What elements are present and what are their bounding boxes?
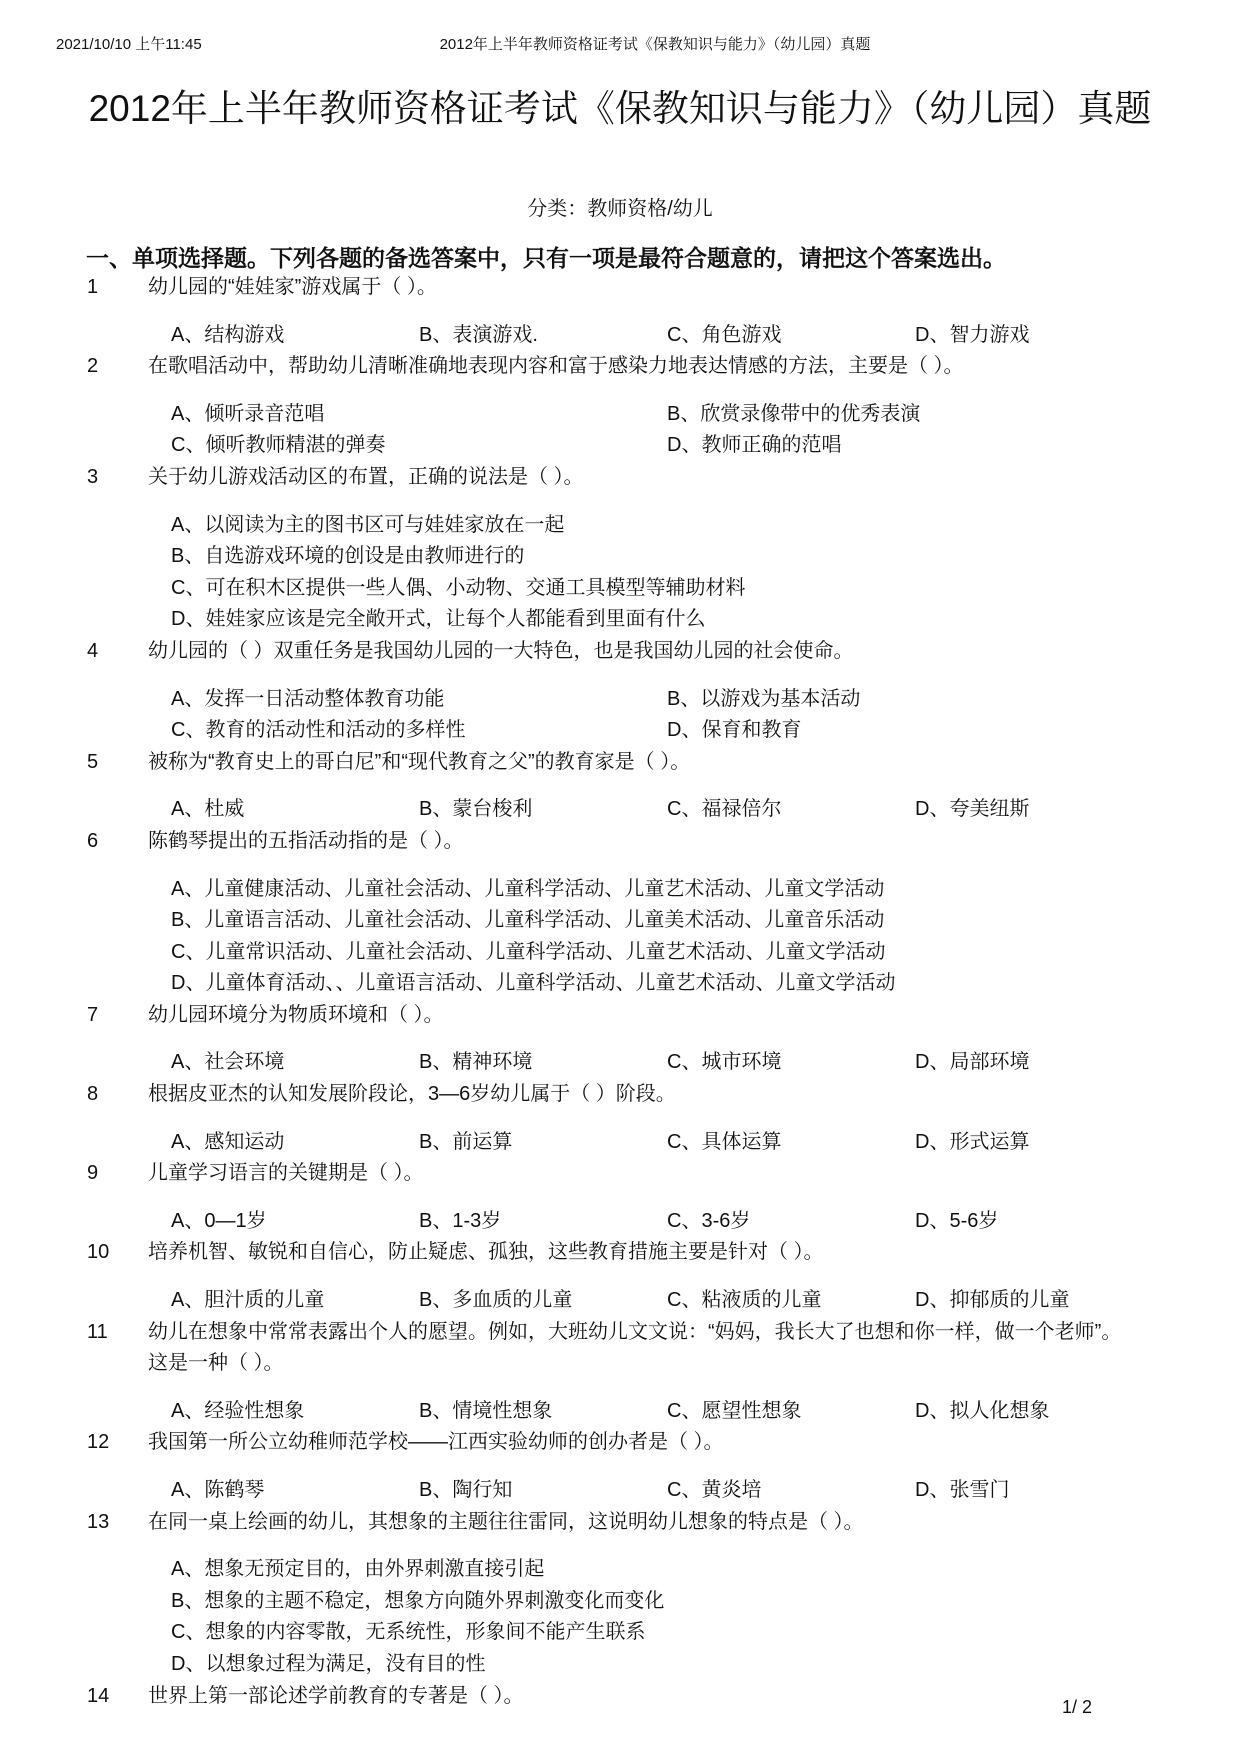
option-row: [171, 1206, 1240, 1238]
question-text: 被称为“教育史上的哥白尼”和“现代教育之父”的教育家是（ ）。: [148, 750, 691, 773]
question-item: [0, 1237, 1240, 1316]
answer-option: B、陶行知: [419, 1479, 513, 1501]
option-row: [171, 1285, 1240, 1317]
page-number: 1/ 2: [1062, 1697, 1093, 1717]
answer-option: C、粘液质的儿童: [667, 1289, 822, 1312]
question-line: [0, 1681, 1240, 1713]
question-text: 幼儿园的（ ）双重任务是我国幼儿园的一大特色，也是我国幼儿园的社会使命。: [148, 639, 854, 662]
answer-option: A、倾听录音范唱: [171, 402, 325, 425]
answer-option: A、结构游戏: [171, 323, 285, 346]
option-list: [0, 684, 1240, 747]
question-number: 11: [87, 1320, 108, 1343]
question-number: 5: [87, 750, 99, 773]
question-text: 我国第一所公立幼稚师范学校——江西实验幼师的创办者是（ ）。: [148, 1431, 724, 1454]
option-row: [171, 1396, 1240, 1428]
question-item: [0, 1158, 1240, 1237]
answer-option: D、5-6岁: [915, 1209, 999, 1232]
answer-option: C、儿童常识活动、儿童社会活动、儿童科学活动、儿童艺术活动、儿童文学活动: [171, 940, 886, 963]
question-text: 关于幼儿游戏活动区的布置，正确的说法是（ ）。: [148, 465, 584, 488]
option-row: [171, 715, 1240, 747]
answer-option: B、自选游戏环境的创设是由教师进行的: [171, 545, 525, 568]
option-row: [171, 794, 1240, 826]
answer-option: D、儿童体育活动、、儿童语言活动、儿童科学活动、儿童艺术活动、儿童文学活动: [171, 972, 896, 995]
answer-option: A、发挥一日活动整体教育功能: [171, 687, 445, 710]
question-line: [0, 747, 1240, 779]
question-line: [0, 826, 1240, 858]
option-list: [0, 399, 1240, 462]
answer-option: C、福禄倍尔: [667, 798, 782, 821]
question-item: [0, 272, 1240, 351]
answer-option: C、愿望性想象: [667, 1399, 802, 1422]
question-number: 8: [87, 1083, 99, 1106]
question-line: [0, 1317, 1240, 1380]
option-row: [171, 1649, 1240, 1681]
option-row: [171, 430, 1240, 462]
answer-option: B、精神环境: [419, 1051, 533, 1074]
question-text: 根据皮亚杰的认知发展阶段论，3—6岁幼儿属于（ ）阶段。: [148, 1083, 676, 1106]
question-item: [0, 1000, 1240, 1079]
question-item: [0, 747, 1240, 826]
question-number: 3: [87, 465, 99, 488]
answer-option: B、欣赏录像带中的优秀表演: [667, 402, 921, 425]
question-text: 幼儿园的“娃娃家”游戏属于（ ）。: [148, 276, 437, 298]
question-text: 在歌唱活动中，帮助幼儿清晰准确地表现内容和富于感染力地表达情感的方法，主要是（ ）。: [148, 355, 964, 378]
option-row: [171, 905, 1240, 937]
option-list: [0, 320, 1240, 352]
answer-option: B、表演游戏.: [419, 323, 538, 346]
question-text: 陈鹤琴提出的五指活动指的是（ ）。: [148, 829, 464, 852]
option-row: [171, 937, 1240, 969]
answer-option: C、可在积木区提供一些人偶、小动物、交通工具模型等辅助材料: [171, 576, 746, 599]
question-item: [0, 1079, 1240, 1158]
question-text: 儿童学习语言的关键期是（ ）。: [148, 1162, 424, 1185]
answer-option: C、角色游戏: [667, 323, 782, 346]
question-number: 1: [87, 276, 99, 298]
option-row: [171, 604, 1240, 636]
answer-option: A、胆汁质的儿童: [171, 1289, 325, 1312]
question-number: 9: [87, 1162, 99, 1185]
option-row: [171, 573, 1240, 605]
option-list: [0, 1047, 1240, 1079]
option-row: [171, 1475, 1240, 1507]
answer-option: A、陈鹤琴: [171, 1479, 265, 1501]
option-list: [0, 1127, 1240, 1159]
question-item: [0, 1681, 1240, 1713]
answer-option: D、张雪门: [915, 1479, 1010, 1501]
question-line: [0, 272, 1240, 304]
option-row: [171, 541, 1240, 573]
answer-option: A、以阅读为主的图书区可与娃娃家放在一起: [171, 513, 565, 536]
answer-option: D、教师正确的范唱: [667, 434, 842, 457]
category-label: 分类：教师资格/幼儿: [527, 198, 713, 220]
running-header-title: 2012年上半年教师资格证考试《保教知识与能力》（幼儿园）真题: [439, 36, 871, 53]
section-heading: 一、单项选择题。下列各题的备选答案中，只有一项是最符合题意的，请把这个答案选出。: [86, 245, 1006, 271]
question-item: [0, 462, 1240, 636]
answer-option: C、黄炎培: [667, 1479, 762, 1501]
question-text: 培养机智、敏锐和自信心，防止疑虑、孤独，这些教育措施主要是针对（ ）。: [148, 1241, 824, 1264]
question-number: 14: [87, 1684, 110, 1707]
question-text: 在同一桌上绘画的幼儿，其想象的主题往往雷同，这说明幼儿想象的特点是（ ）。: [148, 1510, 864, 1533]
question-text: 幼儿园环境分为物质环境和（ ）。: [148, 1003, 444, 1026]
option-list: [0, 1206, 1240, 1238]
question-item: [0, 1507, 1240, 1681]
answer-option: A、经验性想象: [171, 1399, 305, 1422]
answer-option: B、儿童语言活动、儿童社会活动、儿童科学活动、儿童美术活动、儿童音乐活动: [171, 909, 885, 932]
question-line: [0, 1507, 1240, 1539]
answer-option: D、娃娃家应该是完全敞开式，让每个人都能看到里面有什么: [171, 608, 706, 631]
question-number: 2: [87, 355, 99, 378]
question-number: 12: [87, 1431, 110, 1454]
question-line: [0, 1079, 1240, 1111]
question-text: 幼儿在想象中常常表露出个人的愿望。例如，大班幼儿文文说：“妈妈，我长大了也想和你一样，做一个老师”。这是一种（ ）。: [148, 1320, 1122, 1375]
answer-option: D、智力游戏: [915, 323, 1030, 346]
option-row: [171, 399, 1240, 431]
answer-option: A、感知运动: [171, 1130, 285, 1153]
option-list: [0, 1396, 1240, 1428]
print-timestamp: 2021/10/10 上午11:45: [56, 36, 202, 53]
answer-option: D、形式运算: [915, 1130, 1030, 1153]
question-line: [0, 1158, 1240, 1190]
question-line: [0, 636, 1240, 668]
answer-option: D、夸美纽斯: [915, 798, 1030, 821]
answer-option: B、蒙台梭利: [419, 798, 533, 821]
option-list: [0, 874, 1240, 1000]
answer-option: D、局部环境: [915, 1051, 1030, 1074]
answer-option: A、杜威: [171, 798, 245, 821]
question-line: [0, 1000, 1240, 1032]
question-line: [0, 1237, 1240, 1269]
question-number: 13: [87, 1510, 110, 1533]
answer-option: B、情境性想象: [419, 1399, 553, 1422]
answer-option: C、城市环境: [667, 1051, 782, 1074]
option-list: [0, 510, 1240, 636]
answer-option: B、想象的主题不稳定，想象方向随外界刺激变化而变化: [171, 1589, 665, 1612]
question-number: 4: [87, 639, 99, 662]
option-list: [0, 1475, 1240, 1507]
option-list: [0, 1285, 1240, 1317]
answer-option: D、抑郁质的儿童: [915, 1289, 1070, 1312]
question-number: 7: [87, 1003, 99, 1026]
answer-option: A、儿童健康活动、儿童社会活动、儿童科学活动、儿童艺术活动、儿童文学活动: [171, 877, 885, 900]
option-row: [171, 510, 1240, 542]
answer-option: B、多血质的儿童: [419, 1289, 573, 1312]
answer-option: B、以游戏为基本活动: [667, 687, 861, 710]
option-list: [0, 1554, 1240, 1680]
answer-option: B、前运算: [419, 1130, 513, 1153]
option-row: [171, 874, 1240, 906]
question-item: [0, 826, 1240, 1000]
answer-option: D、拟人化想象: [915, 1399, 1050, 1422]
answer-option: A、0—1岁: [171, 1209, 267, 1232]
option-row: [171, 684, 1240, 716]
option-row: [171, 320, 1240, 352]
question-item: [0, 636, 1240, 747]
answer-option: C、想象的内容零散，无系统性，形象间不能产生联系: [171, 1621, 646, 1644]
question-number: 6: [87, 829, 99, 852]
question-item: [0, 1317, 1240, 1428]
question-item: [0, 351, 1240, 462]
answer-option: B、1-3岁: [419, 1209, 502, 1232]
question-line: [0, 1427, 1240, 1459]
option-row: [171, 1586, 1240, 1618]
question-item: [0, 1427, 1240, 1506]
option-list: [0, 794, 1240, 826]
answer-option: D、保育和教育: [667, 719, 802, 742]
answer-option: C、具体运算: [667, 1130, 782, 1153]
answer-option: D、以想象过程为满足，没有目的性: [171, 1652, 486, 1675]
question-list: [0, 272, 1240, 1712]
answer-option: C、教育的活动性和活动的多样性: [171, 719, 466, 742]
question-text: 世界上第一部论述学前教育的专著是（ ）。: [148, 1684, 524, 1707]
answer-option: C、3-6岁: [667, 1209, 751, 1232]
answer-option: C、倾听教师精湛的弹奏: [171, 434, 386, 457]
answer-option: A、社会环境: [171, 1051, 285, 1074]
option-row: [171, 1127, 1240, 1159]
page-title: 2012年上半年教师资格证考试《保教知识与能力》（幼儿园）真题: [88, 88, 1152, 129]
question-line: [0, 462, 1240, 494]
option-row: [171, 1617, 1240, 1649]
answer-option: A、想象无预定目的，由外界刺激直接引起: [171, 1558, 545, 1581]
option-row: [171, 968, 1240, 1000]
question-number: 10: [87, 1241, 110, 1264]
question-line: [0, 351, 1240, 383]
option-row: [171, 1047, 1240, 1079]
option-row: [171, 1554, 1240, 1586]
